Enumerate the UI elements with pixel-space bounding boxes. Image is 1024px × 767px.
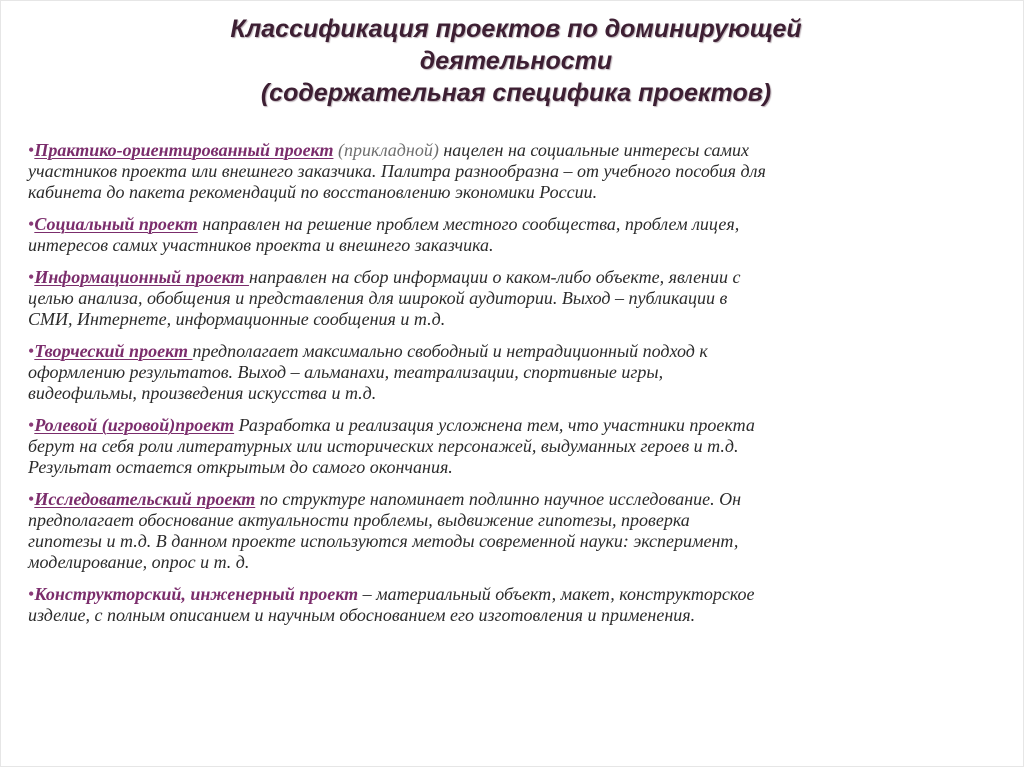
item-text: моделирование, опрос и т. д. [28, 552, 250, 572]
item-text: предполагает максимально свободный и нетрадиционный подход к [192, 341, 708, 361]
list-item-social [28, 214, 978, 256]
item-text: – материальный объект, макет, конструкторское [358, 584, 755, 604]
item-text: целью анализа, обобщения и представления для широкой аудитории. Выход – публикации в [28, 288, 728, 308]
bullet-icon: • [28, 214, 35, 234]
list-item-informational [28, 267, 978, 330]
term-research: Исследовательский проект [34, 489, 256, 509]
term-engineering: Конструкторский, инженерный проект [34, 584, 359, 604]
bullet-list [28, 140, 978, 637]
item-text: кабинета до пакета рекомендаций по восстановлению экономики России. [28, 182, 598, 202]
term-social: Социальный проект [34, 214, 198, 234]
item-text: направлен на решение проблем местного сообщества, проблем лицея, [197, 214, 740, 234]
item-text: участников проекта или внешнего заказчика. Палитра разнообразна – от учебного пособия для [28, 161, 766, 181]
title-line-3: (содержательная специфика проектов) [260, 79, 772, 107]
item-text: Разработка и реализация усложнена тем, что участники проекта [234, 415, 755, 435]
item-text: видеофильмы, произведения искусства и т.д. [28, 383, 377, 403]
bullet-icon: • [28, 415, 35, 435]
term-creative: Творческий проект [34, 341, 193, 361]
list-item-engineering [28, 584, 978, 626]
slide-title [91, 13, 941, 109]
bullet-icon: • [28, 341, 35, 361]
list-item-research [28, 489, 978, 573]
term-informational: Информационный проект [34, 267, 250, 287]
title-line-2: деятельности [419, 47, 613, 75]
list-item-creative [28, 341, 978, 404]
title-line-1: Классификация проектов по доминирующей [230, 15, 802, 43]
item-text: предполагает обоснование актуальности проблемы, выдвижение гипотезы, проверка [28, 510, 690, 530]
term-practice-oriented: Практико-ориентированный проект [34, 140, 334, 160]
item-text: СМИ, Интернете, информационные сообщения и т.д. [28, 309, 446, 329]
item-text: Результат остается открытым до самого окончания. [28, 457, 453, 477]
item-text: интересов самих участников проекта и внешнего заказчика. [28, 235, 494, 255]
bullet-icon: • [28, 584, 35, 604]
item-text: изделие, с полным описанием и научным обоснованием его изготовления и применения. [28, 605, 696, 625]
item-text: направлен на сбор информации о каком-либо объекте, явлении с [249, 267, 741, 287]
item-text: берут на себя роли литературных или исторических персонажей, выдуманных героев и т.д. [28, 436, 739, 456]
item-text: по структуре напоминает подлинно научное исследование. Он [255, 489, 742, 509]
bullet-icon: • [28, 267, 35, 287]
bullet-icon: • [28, 489, 35, 509]
bullet-icon: • [28, 140, 35, 160]
term-role-play: Ролевой (игровой)проект [34, 415, 235, 435]
list-item-practice-oriented [28, 140, 978, 203]
item-text: оформлению результатов. Выход – альманахи, театрализации, спортивные игры, [28, 362, 664, 382]
list-item-role-play [28, 415, 978, 478]
item-text: нацелен на социальные интересы самих [438, 140, 749, 160]
term-subtitle: (прикладной) [333, 140, 439, 160]
item-text: гипотезы и т.д. В данном проекте используются методы современной науки: эксперимент, [28, 531, 739, 551]
